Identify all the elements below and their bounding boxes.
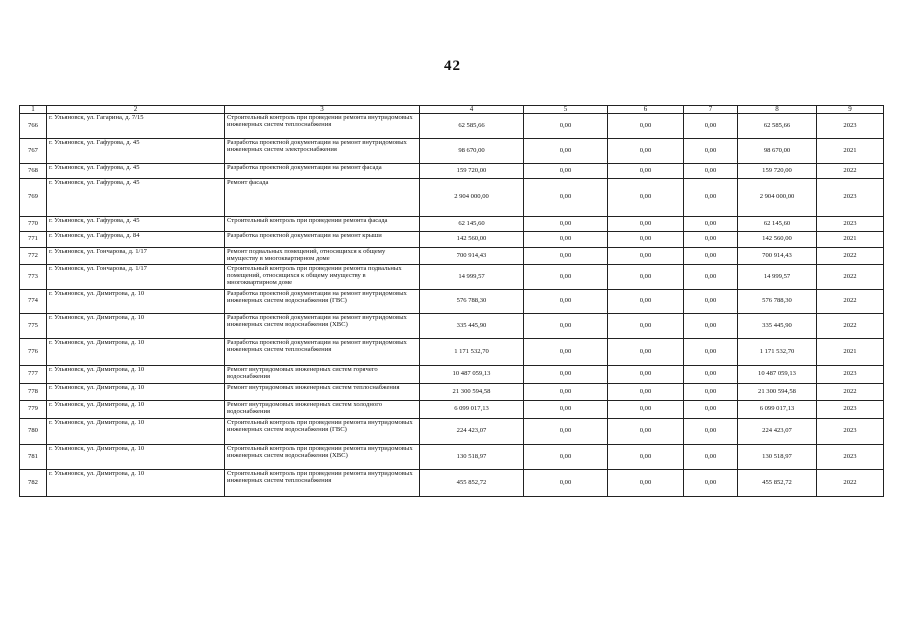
total-cost-cell: 98 670,00 (420, 139, 524, 164)
column-header: 2 (47, 106, 225, 114)
amount-cell-6: 0,00 (608, 114, 684, 139)
year-cell: 2023 (817, 217, 884, 232)
total-cost-cell: 10 487 059,13 (420, 366, 524, 384)
column-header: 1 (20, 106, 47, 114)
total-cost-cell: 1 171 532,70 (420, 339, 524, 366)
row-number: 775 (20, 314, 47, 339)
row-number: 774 (20, 290, 47, 314)
table-row (20, 384, 884, 401)
table-row (20, 217, 884, 232)
row-number: 780 (20, 419, 47, 445)
work-type-cell: Ремонт внутридомовых инженерных систем горячего водоснабжения (225, 366, 420, 384)
year-cell: 2022 (817, 164, 884, 179)
address-cell: г. Ульяновск, ул. Гафурова, д. 45 (47, 179, 225, 217)
amount-cell-6: 0,00 (608, 139, 684, 164)
table-row (20, 470, 884, 497)
amount-cell-7: 0,00 (684, 290, 738, 314)
table-row (20, 179, 884, 217)
amount-cell-7: 0,00 (684, 445, 738, 470)
amount-cell-5: 0,00 (524, 290, 608, 314)
row-number: 769 (20, 179, 47, 217)
amount-cell-6: 0,00 (608, 401, 684, 419)
row-number: 770 (20, 217, 47, 232)
work-type-cell: Строительный контроль при проведении ремонта внутридомовых инженерных систем теплоснабжения (225, 470, 420, 497)
address-cell: г. Ульяновск, ул. Гафурова, д. 45 (47, 217, 225, 232)
year-cell: 2023 (817, 114, 884, 139)
amount-cell-5: 0,00 (524, 445, 608, 470)
address-cell: г. Ульяновск, ул. Гафурова, д. 84 (47, 232, 225, 248)
amount-cell-5: 0,00 (524, 248, 608, 265)
amount-cell-7: 0,00 (684, 248, 738, 265)
row-number: 771 (20, 232, 47, 248)
year-cell: 2022 (817, 470, 884, 497)
year-cell: 2021 (817, 232, 884, 248)
address-cell: г. Ульяновск, ул. Димитрова, д. 10 (47, 419, 225, 445)
work-type-cell: Разработка проектной документации на ремонт фасада (225, 164, 420, 179)
amount-cell-7: 0,00 (684, 384, 738, 401)
amount-cell-6: 0,00 (608, 265, 684, 290)
amount-cell-7: 0,00 (684, 179, 738, 217)
amount-cell-8: 224 423,07 (738, 419, 817, 445)
address-cell: г. Ульяновск, ул. Гагарина, д. 7/15 (47, 114, 225, 139)
address-cell: г. Ульяновск, ул. Гафурова, д. 45 (47, 139, 225, 164)
total-cost-cell: 224 423,07 (420, 419, 524, 445)
amount-cell-8: 576 788,30 (738, 290, 817, 314)
row-number: 781 (20, 445, 47, 470)
table-row (20, 139, 884, 164)
total-cost-cell: 2 904 000,00 (420, 179, 524, 217)
column-header: 3 (225, 106, 420, 114)
work-type-cell: Строительный контроль при проведении ремонта внутридомовых инженерных систем теплоснабжения (225, 114, 420, 139)
table-row (20, 445, 884, 470)
year-cell: 2023 (817, 366, 884, 384)
address-cell: г. Ульяновск, ул. Димитрова, д. 10 (47, 366, 225, 384)
work-type-cell: Ремонт внутридомовых инженерных систем холодного водоснабжения (225, 401, 420, 419)
total-cost-cell: 62 585,66 (420, 114, 524, 139)
amount-cell-6: 0,00 (608, 248, 684, 265)
address-cell: г. Ульяновск, ул. Гончарова, д. 1/17 (47, 248, 225, 265)
amount-cell-7: 0,00 (684, 164, 738, 179)
year-cell: 2023 (817, 179, 884, 217)
address-cell: г. Ульяновск, ул. Димитрова, д. 10 (47, 339, 225, 366)
amount-cell-5: 0,00 (524, 339, 608, 366)
amount-cell-6: 0,00 (608, 445, 684, 470)
address-cell: г. Ульяновск, ул. Гончарова, д. 1/17 (47, 265, 225, 290)
amount-cell-5: 0,00 (524, 384, 608, 401)
row-number: 782 (20, 470, 47, 497)
amount-cell-8: 10 487 059,13 (738, 366, 817, 384)
amount-cell-6: 0,00 (608, 164, 684, 179)
year-cell: 2022 (817, 290, 884, 314)
amount-cell-7: 0,00 (684, 366, 738, 384)
year-cell: 2022 (817, 248, 884, 265)
amount-cell-8: 62 585,66 (738, 114, 817, 139)
amount-cell-5: 0,00 (524, 114, 608, 139)
table-row (20, 366, 884, 384)
table-row (20, 401, 884, 419)
amount-cell-7: 0,00 (684, 419, 738, 445)
amount-cell-5: 0,00 (524, 419, 608, 445)
amount-cell-7: 0,00 (684, 314, 738, 339)
amount-cell-6: 0,00 (608, 384, 684, 401)
row-number: 777 (20, 366, 47, 384)
work-type-cell: Строительный контроль при проведении ремонта внутридомовых инженерных систем водоснабжения (ГВС) (225, 419, 420, 445)
work-type-cell: Разработка проектной документации на ремонт внутридомовых инженерных систем теплоснабжения (225, 339, 420, 366)
table-row (20, 290, 884, 314)
row-number: 772 (20, 248, 47, 265)
amount-cell-5: 0,00 (524, 217, 608, 232)
year-cell: 2022 (817, 314, 884, 339)
amount-cell-5: 0,00 (524, 314, 608, 339)
row-number: 767 (20, 139, 47, 164)
amount-cell-6: 0,00 (608, 419, 684, 445)
row-number: 773 (20, 265, 47, 290)
work-type-cell: Строительный контроль при проведении ремонта фасада (225, 217, 420, 232)
work-type-cell: Ремонт подвальных помещений, относящихся к общему имуществу в многоквартирном доме (225, 248, 420, 265)
year-cell: 2022 (817, 265, 884, 290)
amount-cell-7: 0,00 (684, 401, 738, 419)
header-row (20, 106, 884, 114)
row-number: 776 (20, 339, 47, 366)
total-cost-cell: 700 914,43 (420, 248, 524, 265)
year-cell: 2023 (817, 445, 884, 470)
year-cell: 2021 (817, 339, 884, 366)
row-number: 768 (20, 164, 47, 179)
address-cell: г. Ульяновск, ул. Димитрова, д. 10 (47, 470, 225, 497)
work-type-cell: Ремонт внутридомовых инженерных систем теплоснабжения (225, 384, 420, 401)
table-row (20, 419, 884, 445)
table-row (20, 314, 884, 339)
column-header: 6 (608, 106, 684, 114)
amount-cell-6: 0,00 (608, 232, 684, 248)
amount-cell-7: 0,00 (684, 265, 738, 290)
amount-cell-7: 0,00 (684, 232, 738, 248)
total-cost-cell: 335 445,90 (420, 314, 524, 339)
column-header: 7 (684, 106, 738, 114)
amount-cell-5: 0,00 (524, 401, 608, 419)
repair-registry-table (19, 105, 884, 497)
work-type-cell: Разработка проектной документации на ремонт внутридомовых инженерных систем водоснабжения (ГВС) (225, 290, 420, 314)
amount-cell-6: 0,00 (608, 290, 684, 314)
amount-cell-8: 159 720,00 (738, 164, 817, 179)
amount-cell-5: 0,00 (524, 232, 608, 248)
work-type-cell: Строительный контроль при проведении ремонта подвальных помещений, относящихся к общему имуществу в многоквартирном доме (225, 265, 420, 290)
year-cell: 2021 (817, 139, 884, 164)
total-cost-cell: 130 518,97 (420, 445, 524, 470)
amount-cell-5: 0,00 (524, 179, 608, 217)
year-cell: 2023 (817, 419, 884, 445)
amount-cell-6: 0,00 (608, 179, 684, 217)
amount-cell-7: 0,00 (684, 139, 738, 164)
work-type-cell: Разработка проектной документации на ремонт внутридомовых инженерных систем водоснабжения (ХВС) (225, 314, 420, 339)
address-cell: г. Ульяновск, ул. Димитрова, д. 10 (47, 384, 225, 401)
amount-cell-6: 0,00 (608, 366, 684, 384)
address-cell: г. Ульяновск, ул. Гафурова, д. 45 (47, 164, 225, 179)
amount-cell-6: 0,00 (608, 339, 684, 366)
amount-cell-5: 0,00 (524, 470, 608, 497)
amount-cell-8: 2 904 000,00 (738, 179, 817, 217)
table-row (20, 248, 884, 265)
work-type-cell: Ремонт фасада (225, 179, 420, 217)
row-number: 779 (20, 401, 47, 419)
page-number: 42 (444, 58, 461, 74)
address-cell: г. Ульяновск, ул. Димитрова, д. 10 (47, 290, 225, 314)
year-cell: 2022 (817, 384, 884, 401)
amount-cell-5: 0,00 (524, 139, 608, 164)
work-type-cell: Строительный контроль при проведении ремонта внутридомовых инженерных систем водоснабжения (ХВС) (225, 445, 420, 470)
total-cost-cell: 62 145,60 (420, 217, 524, 232)
amount-cell-6: 0,00 (608, 314, 684, 339)
amount-cell-7: 0,00 (684, 470, 738, 497)
amount-cell-8: 62 145,60 (738, 217, 817, 232)
amount-cell-8: 14 999,57 (738, 265, 817, 290)
amount-cell-8: 1 171 532,70 (738, 339, 817, 366)
table-row (20, 232, 884, 248)
amount-cell-5: 0,00 (524, 366, 608, 384)
table-row (20, 164, 884, 179)
total-cost-cell: 21 300 594,58 (420, 384, 524, 401)
amount-cell-8: 700 914,43 (738, 248, 817, 265)
amount-cell-8: 6 099 017,13 (738, 401, 817, 419)
table-row (20, 339, 884, 366)
table-row (20, 114, 884, 139)
amount-cell-6: 0,00 (608, 470, 684, 497)
row-number: 766 (20, 114, 47, 139)
total-cost-cell: 159 720,00 (420, 164, 524, 179)
column-header: 9 (817, 106, 884, 114)
amount-cell-8: 98 670,00 (738, 139, 817, 164)
table-body (20, 106, 884, 497)
column-header: 4 (420, 106, 524, 114)
table-row (20, 265, 884, 290)
address-cell: г. Ульяновск, ул. Димитрова, д. 10 (47, 401, 225, 419)
row-number: 778 (20, 384, 47, 401)
amount-cell-8: 21 300 594,58 (738, 384, 817, 401)
amount-cell-5: 0,00 (524, 265, 608, 290)
amount-cell-8: 142 560,00 (738, 232, 817, 248)
amount-cell-8: 455 852,72 (738, 470, 817, 497)
work-type-cell: Разработка проектной документации на ремонт внутридомовых инженерных систем электроснабжения (225, 139, 420, 164)
amount-cell-8: 335 445,90 (738, 314, 817, 339)
total-cost-cell: 576 788,30 (420, 290, 524, 314)
total-cost-cell: 6 099 017,13 (420, 401, 524, 419)
total-cost-cell: 14 999,57 (420, 265, 524, 290)
year-cell: 2023 (817, 401, 884, 419)
amount-cell-7: 0,00 (684, 114, 738, 139)
address-cell: г. Ульяновск, ул. Димитрова, д. 10 (47, 445, 225, 470)
total-cost-cell: 455 852,72 (420, 470, 524, 497)
amount-cell-5: 0,00 (524, 164, 608, 179)
amount-cell-7: 0,00 (684, 339, 738, 366)
total-cost-cell: 142 560,00 (420, 232, 524, 248)
amount-cell-7: 0,00 (684, 217, 738, 232)
address-cell: г. Ульяновск, ул. Димитрова, д. 10 (47, 314, 225, 339)
amount-cell-6: 0,00 (608, 217, 684, 232)
amount-cell-8: 130 518,97 (738, 445, 817, 470)
column-header: 8 (738, 106, 817, 114)
column-header: 5 (524, 106, 608, 114)
work-type-cell: Разработка проектной документации на ремонт крыши (225, 232, 420, 248)
